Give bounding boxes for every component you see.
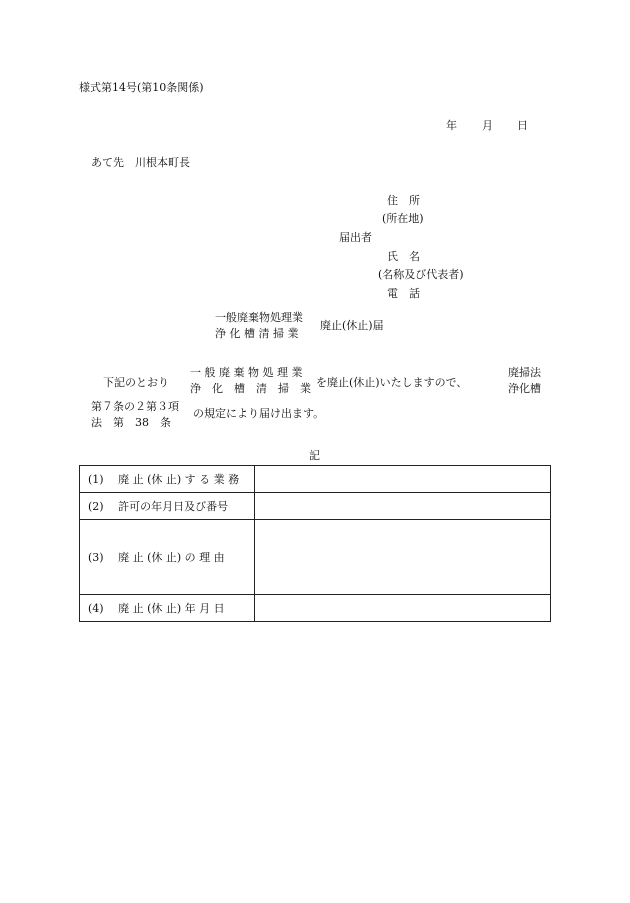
record-value-field[interactable] — [255, 595, 551, 622]
body-middle: を廃止(休止)いたしますので、 — [316, 376, 468, 389]
record-label: (2) 許可の年月日及び番号 — [80, 493, 255, 520]
record-label: (3) 廃 止 (休 止) の 理 由 — [80, 520, 255, 595]
phone-label: 電 話 — [387, 287, 420, 300]
article-line2: 法 第 38 条 — [91, 416, 171, 429]
law-stack — [508, 367, 541, 394]
law-line2: 浄化槽 — [508, 382, 541, 395]
title-suffix: 廃止(休止)届 — [320, 319, 384, 332]
record-value-field[interactable] — [255, 466, 551, 493]
record-label: (1) 廃 止 (休 止) す る 業 務 — [80, 466, 255, 493]
table-row — [80, 466, 551, 493]
addressee: あて先 川根本町長 — [91, 156, 190, 169]
date-year: 年 — [446, 119, 457, 132]
applicant-role-label: 届出者 — [339, 231, 372, 244]
article-stack — [91, 401, 179, 428]
body-business-line2: 浄 化 槽 清 掃 業 — [190, 382, 311, 395]
date-month: 月 — [482, 119, 493, 132]
table-row — [80, 520, 551, 595]
record-value-field[interactable] — [255, 493, 551, 520]
records-table — [79, 465, 551, 622]
form-number: 様式第14号(第10条関係) — [79, 81, 204, 94]
law-line1: 廃掃法 — [508, 366, 541, 379]
body-business-stack — [190, 367, 311, 394]
body-business-line1: 一 般 廃 棄 物 処 理 業 — [190, 366, 303, 379]
body-prefix: 下記のとおり — [103, 376, 169, 389]
title-business-stack — [215, 312, 303, 339]
record-value-field[interactable] — [255, 520, 551, 595]
address-sub-label: (所在地) — [382, 212, 424, 225]
body-ending: の規定により届け出ます。 — [193, 407, 325, 420]
address-label: 住 所 — [387, 194, 420, 207]
record-label: (4) 廃 止 (休 止) 年 月 日 — [80, 595, 255, 622]
table-row — [80, 493, 551, 520]
article-line1: 第７条の２第３項 — [91, 400, 179, 413]
name-sub-label: (名称及び代表者) — [378, 268, 464, 281]
record-heading: 記 — [309, 449, 320, 462]
table-row — [80, 595, 551, 622]
date-day: 日 — [517, 119, 528, 132]
title-business-line2: 浄 化 槽 清 掃 業 — [215, 327, 299, 340]
title-business-line1: 一般廃棄物処理業 — [215, 311, 303, 324]
name-label: 氏 名 — [387, 250, 420, 263]
